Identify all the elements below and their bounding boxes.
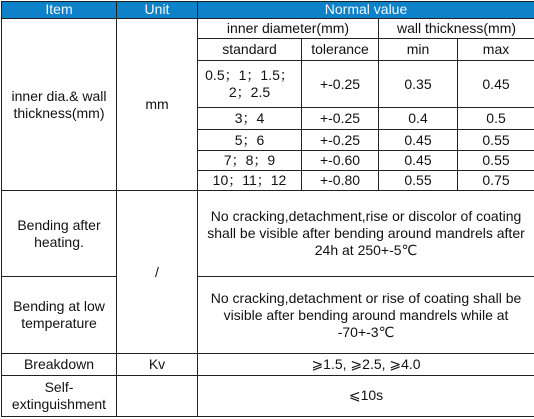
standard-cell: 7；8；9 bbox=[198, 151, 302, 171]
breakdown-row bbox=[2, 354, 534, 375]
max-cell: 0.55 bbox=[458, 151, 534, 171]
min-cell: 0.55 bbox=[379, 171, 458, 191]
min-cell: 0.4 bbox=[379, 107, 458, 129]
max-cell: 0.45 bbox=[458, 61, 534, 108]
inner-diameter-heading: inner diameter(mm) bbox=[198, 18, 379, 38]
max-cell: 0.55 bbox=[458, 130, 534, 151]
standard-cell: 5；6 bbox=[198, 130, 302, 151]
min-cell: 0.45 bbox=[379, 151, 458, 171]
min-cell: 0.35 bbox=[379, 61, 458, 108]
tolerance-cell: +-0.25 bbox=[302, 61, 379, 108]
tolerance-heading: tolerance bbox=[302, 39, 379, 61]
bending-low-value: No cracking,detachment or rise of coating shall be visible after bending around mandrels while at -70+-3℃ bbox=[198, 277, 534, 354]
breakdown-value: ⩾1.5, ⩾2.5, ⩾4.0 bbox=[198, 354, 534, 375]
specification-table bbox=[1, 1, 534, 417]
tolerance-cell: +-0.25 bbox=[302, 130, 379, 151]
header-item: Item bbox=[2, 2, 117, 19]
self-extinguishment-row bbox=[2, 375, 534, 416]
tolerance-cell: +-0.25 bbox=[302, 107, 379, 129]
min-heading: min bbox=[379, 39, 458, 61]
bending-heating-value: No cracking,detachment,rise or discolor of coating shall be visible after bending around mandrels after 24h at 250+-5℃ bbox=[198, 191, 534, 277]
breakdown-item: Breakdown bbox=[2, 354, 117, 375]
self-extinguishment-value: ⩽10s bbox=[198, 375, 534, 416]
min-cell: 0.45 bbox=[379, 130, 458, 151]
bending-low-row bbox=[2, 277, 534, 354]
wall-thickness-heading: wall thickness(mm) bbox=[379, 18, 534, 38]
standard-cell: 10；11；12 bbox=[198, 171, 302, 191]
self-extinguishment-unit bbox=[117, 375, 198, 416]
bending-heating-item: Bending after heating. bbox=[2, 191, 117, 277]
tolerance-cell: +-0.80 bbox=[302, 171, 379, 191]
bending-unit-cell: / bbox=[117, 191, 198, 354]
standard-cell: 3；4 bbox=[198, 107, 302, 129]
standard-cell: 0.5；1；1.5；2；2.5 bbox=[198, 61, 302, 108]
header-normal-value: Normal value bbox=[198, 2, 534, 19]
breakdown-unit: Kv bbox=[117, 354, 198, 375]
self-extinguishment-item: Self-extinguishment bbox=[2, 375, 117, 416]
bending-low-item: Bending at low temperature bbox=[2, 277, 117, 354]
tolerance-cell: +-0.60 bbox=[302, 151, 379, 171]
header-unit: Unit bbox=[117, 2, 198, 19]
subheader-row-1 bbox=[2, 18, 534, 38]
standard-heading: standard bbox=[198, 39, 302, 61]
max-cell: 0.75 bbox=[458, 171, 534, 191]
header-row bbox=[2, 2, 534, 19]
bending-heating-row bbox=[2, 191, 534, 277]
dims-item-cell: inner dia.& wall thickness(mm) bbox=[2, 18, 117, 191]
dims-unit-cell: mm bbox=[117, 18, 198, 191]
max-cell: 0.5 bbox=[458, 107, 534, 129]
max-heading: max bbox=[458, 39, 534, 61]
